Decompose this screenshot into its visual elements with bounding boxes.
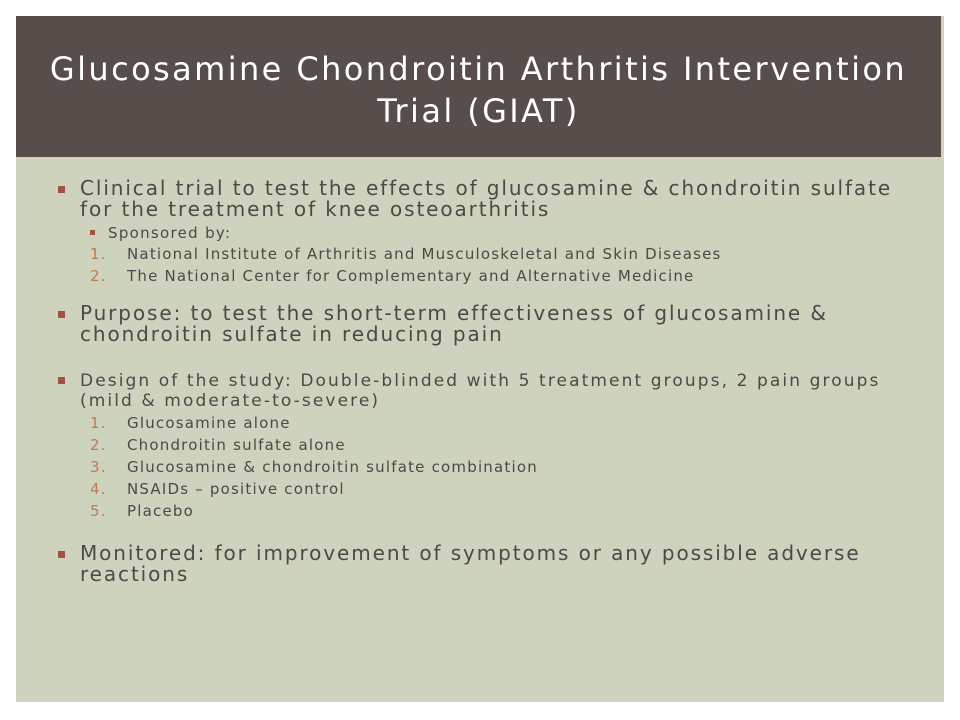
list-number: 1.: [90, 245, 107, 263]
slide-title: Glucosamine Chondroitin Arthritis Intervention Trial (GIAT): [49, 49, 908, 130]
sponsor-list: [58, 243, 918, 287]
list-item-text: Chondroitin sulfate alone: [127, 436, 346, 454]
list-item: [90, 434, 918, 456]
list-number: 2.: [90, 436, 107, 454]
slide-content: [58, 178, 918, 585]
bullet-text: Monitored: for improvement of symptoms or any possible adverse reactions: [80, 541, 861, 586]
bullet-text: Clinical trial to test the effects of glucosamine & chondroitin sulfate for the treatment of knee osteoarthritis: [80, 176, 893, 221]
square-bullet-icon: [58, 186, 65, 193]
bullet-text: Purpose: to test the short-term effectiveness of glucosamine & chondroitin sulfate in reducing pain: [80, 301, 828, 346]
list-item: [90, 243, 918, 265]
list-item-text: Placebo: [127, 502, 194, 520]
list-item: [90, 265, 918, 287]
list-number: 3.: [90, 458, 107, 476]
square-bullet-icon: [90, 230, 95, 235]
list-number: 2.: [90, 267, 107, 285]
list-item: [90, 500, 918, 522]
list-number: 1.: [90, 414, 107, 432]
bullet-design: [58, 371, 918, 411]
list-item: [90, 478, 918, 500]
bullet-purpose: [58, 303, 918, 345]
square-bullet-icon: [58, 377, 65, 384]
list-item-text: The National Center for Complementary and Alternative Medicine: [127, 267, 695, 285]
list-number: 5.: [90, 502, 107, 520]
list-item-text: Glucosamine alone: [127, 414, 291, 432]
sub-bullet-text: Sponsored by:: [108, 224, 232, 242]
title-bar: [16, 16, 941, 157]
square-bullet-icon: [58, 551, 65, 558]
treatment-group-list: [58, 412, 918, 522]
list-item-text: Glucosamine & chondroitin sulfate combination: [127, 458, 538, 476]
square-bullet-icon: [58, 311, 65, 318]
list-item-text: NSAIDs – positive control: [127, 480, 345, 498]
bullet-clinical-trial: [58, 178, 918, 220]
list-number: 4.: [90, 480, 107, 498]
bullet-text: Design of the study: Double-blinded with 5 treatment groups, 2 pain groups (mild & moderate-to-severe): [80, 371, 881, 411]
bullet-monitored: [58, 543, 918, 585]
list-item: [90, 412, 918, 434]
sub-bullet-sponsored: [90, 223, 918, 243]
list-item: [90, 456, 918, 478]
list-item-text: National Institute of Arthritis and Musculoskeletal and Skin Diseases: [127, 245, 722, 263]
